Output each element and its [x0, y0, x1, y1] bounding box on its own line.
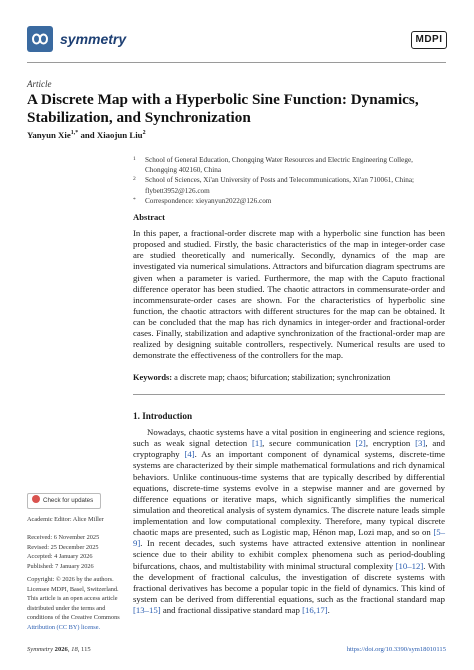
affiliation-text: School of Sciences, Xi'an University of Posts and Telecommunications, Xi'an 710061, China; flybett3952@126.com: [145, 176, 415, 195]
intro-text-run: . As an important component of dynamical systems, discrete-time systems are characterized by their simple mathematical formulations and rich dynamical behaviors. Unlike continuous-time systems that are typically described by differential equations, discrete-time systems evolve in a stepwise manner and are governed by difference equations or iterative maps, which significantly simplifies the numerical simulation and theoretical analysis of system dynamics. The discrete nature leads simple implementation and low computational complexity. Therefore, many typical discrete chaotic maps are presented, such as Logistic map, Hénon map, Lozi map, and so on: [133, 449, 445, 538]
article-title: A Discrete Map with a Hyperbolic Sine Function: Dynamics, Stabilization, and Synchronization: [27, 91, 419, 126]
publisher-logo: MDPI: [411, 31, 447, 49]
journal-name: symmetry: [60, 31, 127, 47]
copyright-line: Licensee MDPI, Basel, Switzerland.: [27, 585, 119, 593]
affiliation-item: [133, 175, 445, 195]
doi-link[interactable]: https://doi.org/10.3390/sym18010115: [346, 646, 446, 653]
affiliation-text: School of General Education, Chongqing Water Resources and Electric Engineering College, Chongqing 402160, China: [145, 156, 413, 175]
intro-text-run: , secure communication: [262, 438, 356, 449]
date-line: Published: 7 January 2026: [27, 562, 94, 570]
academic-editor: Academic Editor: Alice Miller: [27, 516, 104, 523]
intro-text-run: . In recent decades, such systems have attracted extensive attention in nonlinear science due to their ability to exhibit complex phenomena such as period-doubling bifurcations, chaos, and multistability with minimal structural complexity: [133, 538, 445, 571]
affiliation-mark: 2: [133, 176, 136, 183]
abstract-text: In this paper, a fractional-order discrete map with a hyperbolic sine function has been proposed and studied. Firstly, the basic characteristics of the map in integer-order case are studied theoretically and numerically. Secondly, dynamics of the map are investigated via numerical simulations. Attractors and bifurcation diagram spectrums are given when a parameter is varied. Furthermore, the map with the Caputo fractional difference operator has been studied. The chaotic attractors in commensurate-order and incommensurate-order cases are shown. For the characteristics of hyperbolic sine function, the chaotic attractors with different structures for the map can be obtained. It can be concluded that the map has rich dynamics in integer-order and fractional-order cases. Finally, stabilization and adaptive synchronization of the fractional-order map are realized by designing suitable controllers, respectively. Numerical results are used to demonstrate the effectiveness of the controllers for the map.: [133, 228, 445, 361]
copyright-line: Copyright: © 2026 by the authors.: [27, 576, 114, 583]
journal-logo-icon: [27, 26, 53, 52]
affiliation-mark: *: [133, 196, 136, 203]
copyright-notice: [27, 575, 122, 633]
date-line: Revised: 25 December 2025: [27, 543, 99, 551]
author-marks: 2: [142, 130, 146, 137]
citation-link[interactable]: [10–12]: [395, 560, 424, 571]
citation-link[interactable]: [4]: [184, 449, 195, 460]
copyright-line: conditions of the Creative Commons: [27, 614, 120, 622]
check-updates-icon: [32, 495, 40, 503]
keywords: [133, 372, 445, 383]
abstract-heading: Abstract: [133, 212, 165, 222]
header-divider: [27, 62, 446, 63]
intro-text-run: and fractional dissipative standard map: [160, 605, 303, 615]
check-updates-label: Check for updates: [43, 497, 94, 504]
section-divider: [133, 394, 445, 395]
citation-link[interactable]: [2]: [355, 438, 366, 449]
citation-footer: Symmetry 2026, 18, 115: [27, 646, 91, 653]
footer-journal: Symmetry: [27, 646, 53, 653]
author-separator: and: [78, 130, 97, 140]
citation-link[interactable]: [16,17]: [302, 605, 328, 615]
affiliation-mark: 1: [133, 156, 136, 162]
license-link[interactable]: Attribution (CC BY) license.: [27, 623, 101, 631]
intro-text-run: , encryption: [365, 438, 416, 449]
intro-text-run: , and cryptography: [133, 438, 446, 460]
citation-link[interactable]: [5–9]: [133, 527, 445, 549]
copyright-line: This article is an open access article: [27, 595, 118, 603]
copyright-line: distributed under the terms and: [27, 604, 106, 612]
publication-dates: [27, 533, 122, 571]
date-line: Received: 6 November 2025: [27, 534, 100, 541]
footer-article: 115: [81, 646, 91, 653]
author-name: Xiaojun Liu: [96, 130, 143, 140]
author-marks: 1,*: [70, 130, 79, 137]
intro-text-run: Nowadays, chaotic systems have a vital position in engineering and science regions, such as weak signal detection: [133, 427, 445, 449]
citation-link[interactable]: [1]: [251, 438, 263, 449]
affiliation-text: Correspondence: xieyanyun2022@126.com: [145, 196, 272, 205]
citation-link[interactable]: [3]: [415, 438, 426, 449]
journal-logo: [27, 26, 53, 52]
introduction-text: [133, 427, 445, 616]
author-name: Yanyun Xie: [27, 130, 71, 140]
intro-text-run: . With the development of fractional calculus, the investigation of discrete systems with fractional derivatives has become a popular topic in the field of dynamics. This kind of system can be derived from differential equations, such as the fractional standard map: [133, 560, 445, 604]
affiliation-item: [133, 196, 445, 206]
author-list: [27, 130, 146, 140]
footer-volume: 18: [71, 646, 78, 653]
affiliation-item: [133, 155, 445, 175]
introduction-heading: 1. Introduction: [133, 411, 193, 421]
keywords-text: a discrete map; chaos; bifurcation; stabilization; synchronization: [174, 373, 391, 382]
date-line: Accepted: 4 January 2026: [27, 553, 93, 561]
footer-year: 2026: [54, 646, 68, 653]
keywords-label: Keywords:: [133, 373, 173, 382]
citation-link[interactable]: [13–15]: [133, 605, 161, 615]
check-updates-button[interactable]: [27, 493, 101, 509]
article-type: Article: [27, 79, 52, 89]
affiliations: [133, 155, 445, 206]
intro-text-run: .: [327, 605, 330, 615]
